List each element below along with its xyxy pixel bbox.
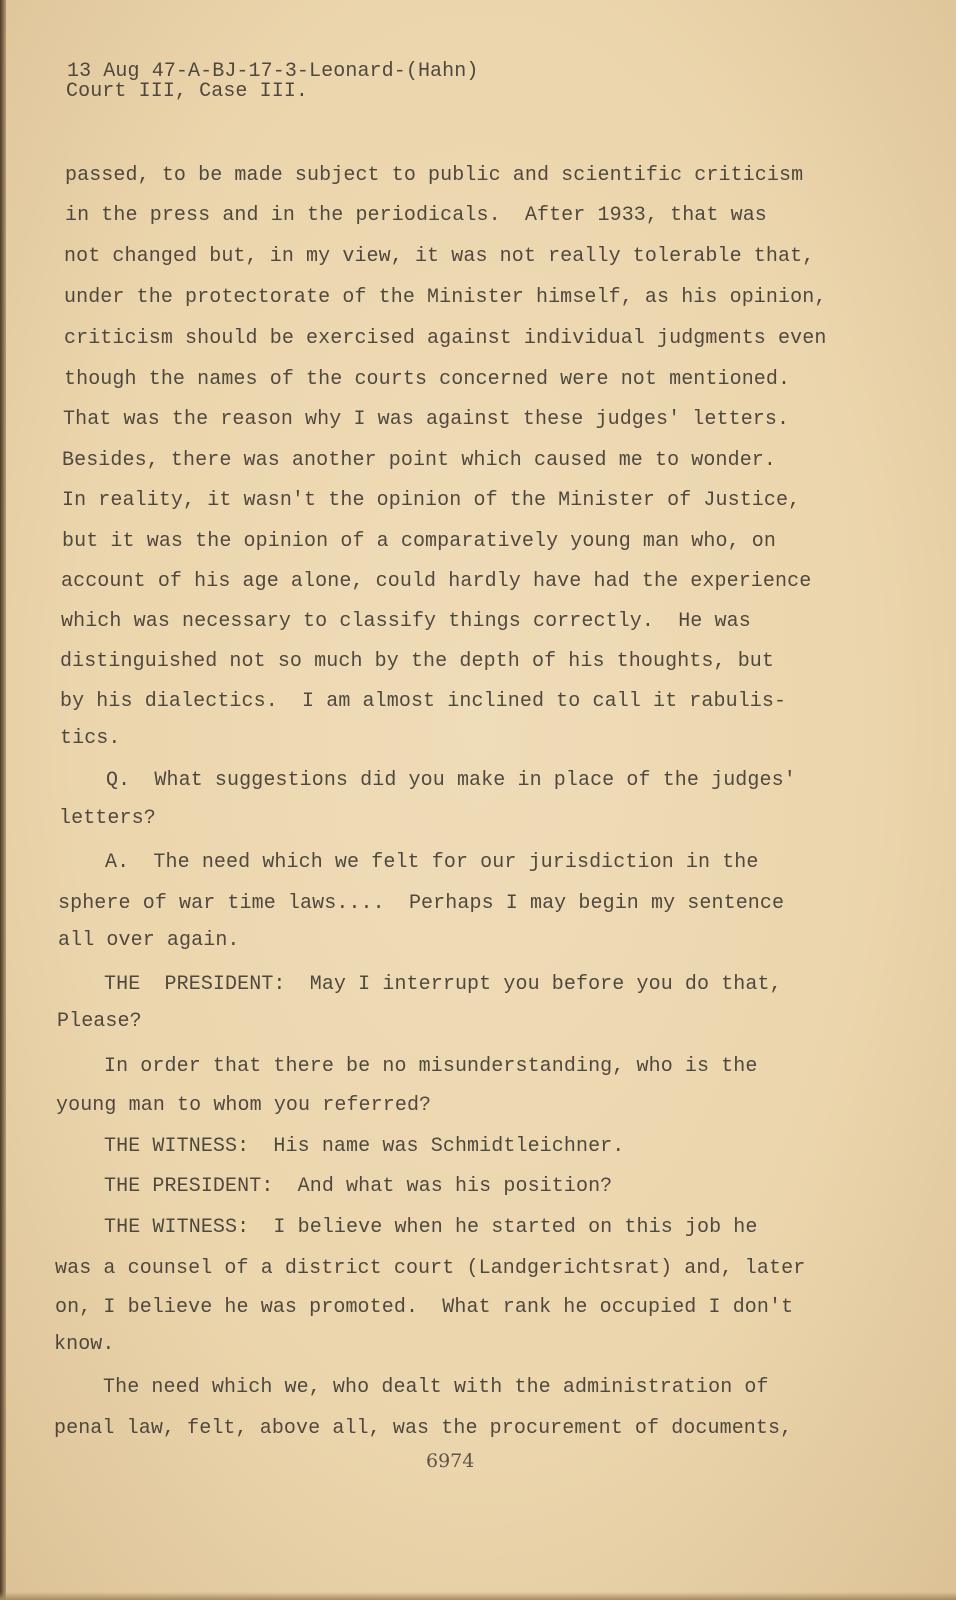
body-line: That was the reason why I was against these judges' letters.: [63, 408, 790, 431]
body-line: on, I believe he was promoted. What rank he occupied I don't: [55, 1296, 794, 1319]
body-line: criticism should be exercised against individual judgments even: [64, 327, 827, 350]
body-line: in the press and in the periodicals. After 1933, that was: [65, 204, 767, 227]
body-line: tics.: [60, 727, 121, 750]
page-number: 6974: [426, 1450, 475, 1472]
body-line: though the names of the courts concerned were not mentioned.: [64, 368, 791, 391]
body-line: Besides, there was another point which caused me to wonder.: [62, 449, 777, 472]
body-line: account of his age alone, could hardly have had the experience: [61, 570, 812, 593]
speaker-line: THE WITNESS: I believe when he started on this job he: [104, 1216, 758, 1239]
page-edge: [0, 0, 6, 1600]
body-line: know.: [54, 1333, 115, 1356]
body-line: all over again.: [58, 929, 240, 952]
answer-line: A. The need which we felt for our jurisdiction in the: [105, 851, 759, 874]
header-court: Court III, Case III.: [66, 80, 309, 103]
header-reference: 13 Aug 47-A-BJ-17-3-Leonard-(Hahn): [67, 60, 479, 83]
body-line: by his dialectics. I am almost inclined to call it rabulis-: [60, 690, 787, 713]
body-line: The need which we, who dealt with the administration of: [103, 1376, 769, 1399]
body-line: young man to whom you referred?: [56, 1094, 432, 1117]
speaker-line: THE PRESIDENT: And what was his position?: [104, 1175, 613, 1198]
speaker-line: THE WITNESS: His name was Schmidtleichner.: [104, 1135, 625, 1158]
body-line: but it was the opinion of a comparatively young man who, on: [62, 530, 777, 553]
speaker-line: In order that there be no misunderstanding, who is the: [104, 1055, 758, 1078]
body-line: penal law, felt, above all, was the procurement of documents,: [54, 1417, 793, 1440]
body-line: under the protectorate of the Minister himself, as his opinion,: [64, 286, 827, 309]
page-edge-bottom: [0, 1592, 956, 1600]
body-line: was a counsel of a district court (Landgerichtsrat) and, later: [55, 1257, 806, 1280]
body-line: letters?: [59, 807, 156, 830]
body-line: distinguished not so much by the depth of his thoughts, but: [60, 650, 775, 673]
body-line: In reality, it wasn't the opinion of the Minister of Justice,: [62, 489, 801, 512]
body-line: passed, to be made subject to public and scientific criticism: [65, 164, 804, 187]
body-line: not changed but, in my view, it was not really tolerable that,: [64, 245, 815, 268]
speaker-line: THE PRESIDENT: May I interrupt you before you do that,: [104, 973, 782, 996]
question-line: Q. What suggestions did you make in place of the judges': [106, 769, 796, 792]
body-line: which was necessary to classify things correctly. He was: [61, 610, 751, 633]
body-line: sphere of war time laws.... Perhaps I may begin my sentence: [58, 892, 785, 915]
body-line: Please?: [57, 1010, 142, 1033]
